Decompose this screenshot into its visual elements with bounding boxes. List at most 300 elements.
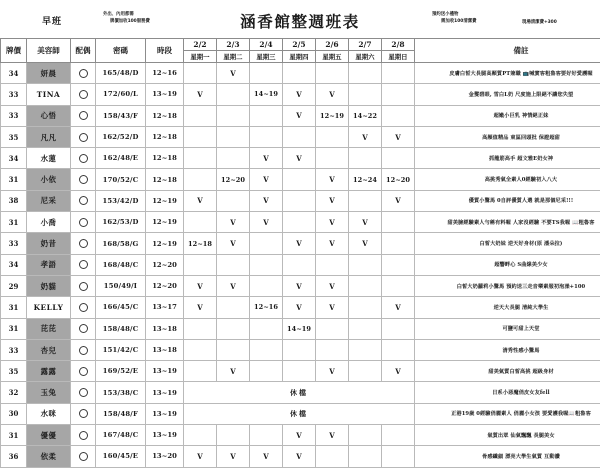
column-header-date-4: 2/6 [316, 39, 349, 51]
cell-spouse[interactable] [71, 339, 96, 360]
cell-note: 高挑秀氣全素人0經驗初入八大 [415, 169, 600, 190]
cell-day-2[interactable] [250, 233, 283, 254]
column-header-dow-5: 星期六 [349, 51, 382, 63]
cell-day-3[interactable]: V [283, 446, 316, 467]
cell-day-3[interactable] [283, 169, 316, 190]
cell-day-0[interactable]: V [184, 446, 217, 467]
cell-day-1[interactable] [217, 339, 250, 360]
cell-slot: 12~20 [146, 254, 184, 275]
cell-rest-span: 休檔 [184, 382, 415, 403]
cell-day-2[interactable] [250, 63, 283, 84]
cell-day-3[interactable] [283, 361, 316, 382]
cell-day-3[interactable]: 14~19 [283, 318, 316, 339]
cell-spouse[interactable] [71, 126, 96, 147]
page-header [0, 0, 600, 38]
circle-icon [79, 282, 88, 291]
cell-day-0[interactable]: V [184, 84, 217, 105]
cell-price: 33 [1, 339, 27, 360]
table-row[interactable] [1, 190, 600, 211]
cell-day-3[interactable]: V [283, 297, 316, 318]
cell-day-6[interactable] [382, 63, 415, 84]
circle-icon [79, 175, 88, 184]
cell-spouse[interactable] [71, 233, 96, 254]
cell-spouse[interactable] [71, 148, 96, 169]
cell-day-0[interactable]: V [184, 190, 217, 211]
cell-day-2[interactable] [250, 275, 283, 296]
circle-icon [79, 324, 88, 333]
cell-day-6[interactable] [382, 425, 415, 446]
cell-day-6[interactable] [382, 446, 415, 467]
cell-day-3[interactable] [283, 339, 316, 360]
cell-slot: 12~18 [146, 169, 184, 190]
cell-code: 168/48/C [96, 254, 146, 275]
table-row[interactable] [1, 275, 600, 296]
header-note-left-line1: 外出、內用都需 [103, 12, 134, 17]
cell-stylist-name[interactable]: 奶昔 [27, 233, 71, 254]
column-header-dow-4: 星期五 [316, 51, 349, 63]
cell-day-3[interactable]: V [283, 425, 316, 446]
cell-day-5[interactable]: V [349, 233, 382, 254]
cell-code: 172/60/L [96, 84, 146, 105]
page-title: 涵香館整週班表 [0, 10, 600, 32]
cell-spouse[interactable] [71, 190, 96, 211]
cell-day-0[interactable] [184, 361, 217, 382]
cell-stylist-name[interactable]: 小喬 [27, 212, 71, 233]
cell-slot: 13~19 [146, 361, 184, 382]
cell-day-0[interactable] [184, 126, 217, 147]
cell-code: 170/52/C [96, 169, 146, 190]
cell-slot: 12~16 [146, 63, 184, 84]
cell-day-1[interactable]: V [217, 446, 250, 467]
table-row[interactable] [1, 254, 600, 275]
cell-day-1[interactable] [217, 148, 250, 169]
cell-spouse[interactable] [71, 84, 96, 105]
cell-stylist-name[interactable]: 妍晨 [27, 63, 71, 84]
cell-day-0[interactable] [184, 105, 217, 126]
cell-day-1[interactable]: V [217, 212, 250, 233]
cell-day-4[interactable]: V [316, 275, 349, 296]
cell-stylist-name[interactable]: 孝語 [27, 254, 71, 275]
cell-day-2[interactable]: 14~19 [250, 84, 283, 105]
cell-day-4[interactable]: V [316, 169, 349, 190]
cell-note: 金髮碧眼, 雪白L奶 尺度施上限絕不讓您失望 [415, 84, 600, 105]
cell-code: 168/58/G [96, 233, 146, 254]
column-header-date-5: 2/7 [349, 39, 382, 51]
column-header-dow-0: 星期一 [184, 51, 217, 63]
cell-code: 158/48/C [96, 318, 146, 339]
cell-day-3[interactable] [283, 254, 316, 275]
cell-note: 超響畔心 S曲線美少女 [415, 254, 600, 275]
cell-spouse[interactable] [71, 425, 96, 446]
cell-code: 153/38/C [96, 382, 146, 403]
cell-day-1[interactable]: V [217, 361, 250, 382]
cell-stylist-name[interactable]: 小依 [27, 169, 71, 190]
cell-code: 160/45/E [96, 446, 146, 467]
cell-day-5[interactable]: 12~24 [349, 169, 382, 190]
cell-note: 可鹽可甜上天堂 [415, 318, 600, 339]
cell-day-6[interactable]: V [382, 126, 415, 147]
cell-day-0[interactable] [184, 339, 217, 360]
table-row[interactable] [1, 382, 600, 403]
cell-stylist-name[interactable]: 水咪 [27, 403, 71, 424]
cell-day-4[interactable]: V [316, 425, 349, 446]
cell-day-1[interactable] [217, 105, 250, 126]
cell-day-5[interactable] [349, 446, 382, 467]
cell-day-2[interactable] [250, 105, 283, 126]
cell-day-1[interactable]: V [217, 63, 250, 84]
column-header-price: 牌價 [1, 39, 27, 63]
cell-day-2[interactable] [250, 126, 283, 147]
cell-day-4[interactable] [316, 148, 349, 169]
cell-note: 逆天大長腿 清純大學生 [415, 297, 600, 318]
cell-stylist-name[interactable]: 水蓮 [27, 148, 71, 169]
cell-day-0[interactable] [184, 254, 217, 275]
table-row[interactable] [1, 425, 600, 446]
table-row[interactable] [1, 212, 600, 233]
cell-day-4[interactable] [316, 318, 349, 339]
table-row[interactable] [1, 339, 600, 360]
cell-day-6[interactable] [382, 212, 415, 233]
cell-spouse[interactable] [71, 254, 96, 275]
circle-icon [79, 111, 88, 120]
cell-stylist-name[interactable]: 杏兒 [27, 339, 71, 360]
cell-code: 167/48/C [96, 425, 146, 446]
cell-code: 151/42/C [96, 339, 146, 360]
cell-slot: 12~19 [146, 212, 184, 233]
cell-day-0[interactable] [184, 169, 217, 190]
cell-price: 29 [1, 275, 27, 296]
cell-stylist-name[interactable]: 奶貓 [27, 275, 71, 296]
circle-icon [79, 239, 88, 248]
table-row[interactable] [1, 233, 600, 254]
cell-day-5[interactable] [349, 190, 382, 211]
cell-day-0[interactable]: 12~18 [184, 233, 217, 254]
cell-price: 32 [1, 382, 27, 403]
column-header-code: 密碼 [96, 39, 146, 63]
cell-day-0[interactable] [184, 425, 217, 446]
cell-slot: 13~19 [146, 84, 184, 105]
cell-price: 30 [1, 403, 27, 424]
cell-day-6[interactable] [382, 233, 415, 254]
cell-spouse[interactable] [71, 382, 96, 403]
cell-slot: 13~19 [146, 382, 184, 403]
cell-slot: 12~18 [146, 148, 184, 169]
cell-code: 153/42/D [96, 190, 146, 211]
cell-slot: 13~18 [146, 318, 184, 339]
table-row[interactable] [1, 105, 600, 126]
circle-icon [79, 260, 88, 269]
cell-day-4[interactable] [316, 339, 349, 360]
cell-day-1[interactable] [217, 254, 250, 275]
column-header-date-0: 2/2 [184, 39, 217, 51]
cell-price: 31 [1, 425, 27, 446]
cell-day-4[interactable] [316, 126, 349, 147]
cell-day-1[interactable]: V [217, 275, 250, 296]
cell-note: 骨感纖細 漂亮大學生氣質 互動讚 [415, 446, 600, 467]
cell-stylist-name[interactable]: 露露 [27, 361, 71, 382]
cell-stylist-name[interactable]: 依柔 [27, 446, 71, 467]
cell-day-0[interactable] [184, 212, 217, 233]
cell-day-5[interactable] [349, 297, 382, 318]
cell-stylist-name[interactable]: 芘芘 [27, 318, 71, 339]
cell-day-4[interactable]: V [316, 297, 349, 318]
cell-spouse[interactable] [71, 105, 96, 126]
cell-slot: 12~20 [146, 275, 184, 296]
shift-label: 早班 [42, 14, 62, 27]
cell-day-6[interactable] [382, 318, 415, 339]
cell-code: 150/49/I [96, 275, 146, 296]
table-row[interactable] [1, 126, 600, 147]
cell-day-2[interactable]: 12~16 [250, 297, 283, 318]
circle-icon [79, 196, 88, 205]
cell-day-0[interactable] [184, 148, 217, 169]
header-note-cleaning-fee: 現場清潔費+300 [522, 19, 557, 25]
cell-day-3[interactable]: V [283, 84, 316, 105]
cell-stylist-name[interactable]: 心悟 [27, 105, 71, 126]
cell-price: 31 [1, 169, 27, 190]
cell-code: 162/52/D [96, 126, 146, 147]
cell-price: 36 [1, 446, 27, 467]
table-row[interactable] [1, 403, 600, 424]
column-header-note: 備註 [415, 39, 600, 63]
cell-spouse[interactable] [71, 446, 96, 467]
table-row[interactable] [1, 297, 600, 318]
cell-spouse[interactable] [71, 63, 96, 84]
cell-price: 34 [1, 63, 27, 84]
cell-day-5[interactable] [349, 84, 382, 105]
cell-spouse[interactable] [71, 318, 96, 339]
table-row[interactable] [1, 318, 600, 339]
cell-day-1[interactable]: 12~20 [217, 169, 250, 190]
cell-day-5[interactable] [349, 63, 382, 84]
column-header-dow-3: 星期四 [283, 51, 316, 63]
cell-price: 35 [1, 361, 27, 382]
circle-icon [79, 218, 88, 227]
cell-slot: 12~18 [146, 126, 184, 147]
cell-note: 皮膚白皙大長腿高顏質PT兼職 📺喊實客粗魯客要好好愛護喔 [415, 63, 600, 84]
cell-day-5[interactable] [349, 318, 382, 339]
cell-code: 158/48/F [96, 403, 146, 424]
cell-note: 超嫩小巨乳 神情絕正妹 [415, 105, 600, 126]
cell-spouse[interactable] [71, 169, 96, 190]
circle-icon [79, 431, 88, 440]
cell-stylist-name[interactable]: TINA [27, 84, 71, 105]
table-head [1, 39, 600, 63]
cell-day-4[interactable] [316, 446, 349, 467]
circle-icon [79, 367, 88, 376]
cell-price: 34 [1, 148, 27, 169]
cell-day-3[interactable]: V [283, 233, 316, 254]
table-row[interactable] [1, 63, 600, 84]
cell-price: 33 [1, 84, 27, 105]
cell-note: 日系小惡魔俏皮女友fell [415, 382, 600, 403]
cell-day-4[interactable]: V [316, 361, 349, 382]
table-row[interactable] [1, 446, 600, 467]
cell-day-4[interactable] [316, 63, 349, 84]
circle-icon [79, 346, 88, 355]
cell-day-6[interactable]: 12~20 [382, 169, 415, 190]
cell-note: 白皙大奶妹 逆天好身材(原 潘朵拉) [415, 233, 600, 254]
cell-day-4[interactable] [316, 254, 349, 275]
column-header-stylist: 美容師 [27, 39, 71, 63]
cell-slot: 13~19 [146, 425, 184, 446]
column-header-date-1: 2/3 [217, 39, 250, 51]
cell-day-2[interactable]: V [250, 446, 283, 467]
column-header-spouse: 配偶 [71, 39, 96, 63]
schedule-table [0, 38, 600, 468]
cell-day-3[interactable] [283, 212, 316, 233]
cell-day-2[interactable] [250, 318, 283, 339]
cell-price: 33 [1, 233, 27, 254]
cell-day-0[interactable] [184, 63, 217, 84]
cell-day-0[interactable]: V [184, 297, 217, 318]
cell-day-5[interactable]: V [349, 126, 382, 147]
cell-stylist-name[interactable]: KELLY [27, 297, 71, 318]
cell-note: 氣質出眾 仙氣飄飄 長腿美女 [415, 425, 600, 446]
cell-day-5[interactable] [349, 254, 382, 275]
circle-icon [79, 90, 88, 99]
cell-spouse[interactable] [71, 361, 96, 382]
circle-icon [79, 154, 88, 163]
cell-stylist-name[interactable]: 玉兔 [27, 382, 71, 403]
cell-note: 甜美氣質白皙高挑 超級身材 [415, 361, 600, 382]
cell-stylist-name[interactable]: 尼采 [27, 190, 71, 211]
table-row[interactable] [1, 148, 600, 169]
cell-stylist-name[interactable]: 優優 [27, 425, 71, 446]
cell-price: 33 [1, 105, 27, 126]
cell-day-5[interactable] [349, 148, 382, 169]
circle-icon [79, 452, 88, 461]
cell-day-5[interactable] [349, 361, 382, 382]
cell-day-6[interactable] [382, 275, 415, 296]
cell-price: 38 [1, 190, 27, 211]
cell-day-2[interactable] [250, 254, 283, 275]
header-row-dates [1, 39, 600, 51]
cell-price: 34 [1, 254, 27, 275]
cell-day-5[interactable] [349, 339, 382, 360]
cell-spouse[interactable] [71, 403, 96, 424]
cell-day-2[interactable] [250, 425, 283, 446]
cell-day-6[interactable]: V [382, 190, 415, 211]
cell-day-5[interactable]: V [349, 212, 382, 233]
cell-day-2[interactable]: V [250, 169, 283, 190]
cell-day-6[interactable] [382, 339, 415, 360]
cell-day-3[interactable]: V [283, 148, 316, 169]
column-header-slot: 時段 [146, 39, 184, 63]
table-row[interactable] [1, 361, 600, 382]
cell-day-0[interactable] [184, 318, 217, 339]
cell-day-0[interactable]: V [184, 275, 217, 296]
cell-day-1[interactable]: V [217, 233, 250, 254]
cell-note: 甜美臉經驗素人勻稱有料喔 人家沒經驗 不要TS我喔 📖粗魯客 [415, 212, 600, 233]
circle-icon [79, 69, 88, 78]
cell-code: 165/48/D [96, 63, 146, 84]
column-header-dow-6: 星期日 [382, 51, 415, 63]
cell-slot: 12~19 [146, 190, 184, 211]
cell-day-3[interactable]: V [283, 105, 316, 126]
cell-slot: 13~18 [146, 339, 184, 360]
cell-day-3[interactable]: V [283, 275, 316, 296]
cell-day-1[interactable] [217, 190, 250, 211]
column-header-dow-2: 星期三 [250, 51, 283, 63]
cell-code: 169/52/E [96, 361, 146, 382]
cell-day-6[interactable]: V [382, 297, 415, 318]
cell-day-2[interactable]: V [250, 212, 283, 233]
cell-slot: 13~19 [146, 403, 184, 424]
circle-icon [79, 409, 88, 418]
cell-day-5[interactable] [349, 275, 382, 296]
cell-day-2[interactable]: V [250, 148, 283, 169]
table-body [1, 63, 600, 468]
table-row[interactable] [1, 84, 600, 105]
cell-day-5[interactable]: 14~22 [349, 105, 382, 126]
cell-day-4[interactable]: V [316, 190, 349, 211]
cell-day-1[interactable] [217, 126, 250, 147]
header-note-left-line2: 牌價加收100服務費 [103, 19, 150, 26]
column-header-dow-1: 星期二 [217, 51, 250, 63]
cell-day-4[interactable]: V [316, 84, 349, 105]
cell-note: 高顏值精品 東區回頭批 保證超甜 [415, 126, 600, 147]
cell-day-6[interactable] [382, 148, 415, 169]
cell-note: 抓龍筋高手 超文雅E奶女神 [415, 148, 600, 169]
cell-day-4[interactable]: 12~19 [316, 105, 349, 126]
cell-price: 35 [1, 126, 27, 147]
cell-spouse[interactable] [71, 212, 96, 233]
cell-stylist-name[interactable]: 凡凡 [27, 126, 71, 147]
cell-day-3[interactable] [283, 190, 316, 211]
cell-day-1[interactable] [217, 425, 250, 446]
cell-day-3[interactable] [283, 63, 316, 84]
cell-spouse[interactable] [71, 297, 96, 318]
cell-day-1[interactable] [217, 297, 250, 318]
cell-day-4[interactable]: V [316, 233, 349, 254]
cell-note: 清秀性感小驚馬 [415, 339, 600, 360]
cell-note: 白皙大奶蘿莉小驚馬 預約送三走音樂素服初泡澡+100 [415, 275, 600, 296]
cell-day-6[interactable] [382, 254, 415, 275]
cell-day-1[interactable] [217, 318, 250, 339]
cell-day-4[interactable]: V [316, 212, 349, 233]
circle-icon [79, 303, 88, 312]
column-header-date-2: 2/4 [250, 39, 283, 51]
cell-code: 158/43/F [96, 105, 146, 126]
cell-slot: 12~19 [146, 233, 184, 254]
cell-day-1[interactable] [217, 84, 250, 105]
cell-day-6[interactable]: V [382, 361, 415, 382]
cell-slot: 13~20 [146, 446, 184, 467]
cell-slot: 13~17 [146, 297, 184, 318]
circle-icon [79, 388, 88, 397]
cell-day-2[interactable] [250, 339, 283, 360]
cell-note: 優質小驚馬 0自評優質人選 就是那個尼采!!! [415, 190, 600, 211]
cell-spouse[interactable] [71, 275, 96, 296]
cell-code: 162/53/D [96, 212, 146, 233]
cell-price: 31 [1, 297, 27, 318]
cell-price: 31 [1, 212, 27, 233]
cell-rest-span: 休檔 [184, 403, 415, 424]
cell-day-2[interactable]: V [250, 190, 283, 211]
cell-note: 正港19歲 0經驗俏麗素人 俏麗小女孩 要愛護我喔📖粗魯客 [415, 403, 600, 424]
table-row[interactable] [1, 169, 600, 190]
column-header-date-6: 2/8 [382, 39, 415, 51]
cell-day-5[interactable] [349, 425, 382, 446]
cell-code: 166/45/C [96, 297, 146, 318]
cell-day-2[interactable] [250, 361, 283, 382]
cell-code: 162/48/E [96, 148, 146, 169]
cell-day-6[interactable] [382, 105, 415, 126]
cell-slot: 12~18 [146, 105, 184, 126]
cell-day-6[interactable] [382, 84, 415, 105]
cell-day-3[interactable] [283, 126, 316, 147]
